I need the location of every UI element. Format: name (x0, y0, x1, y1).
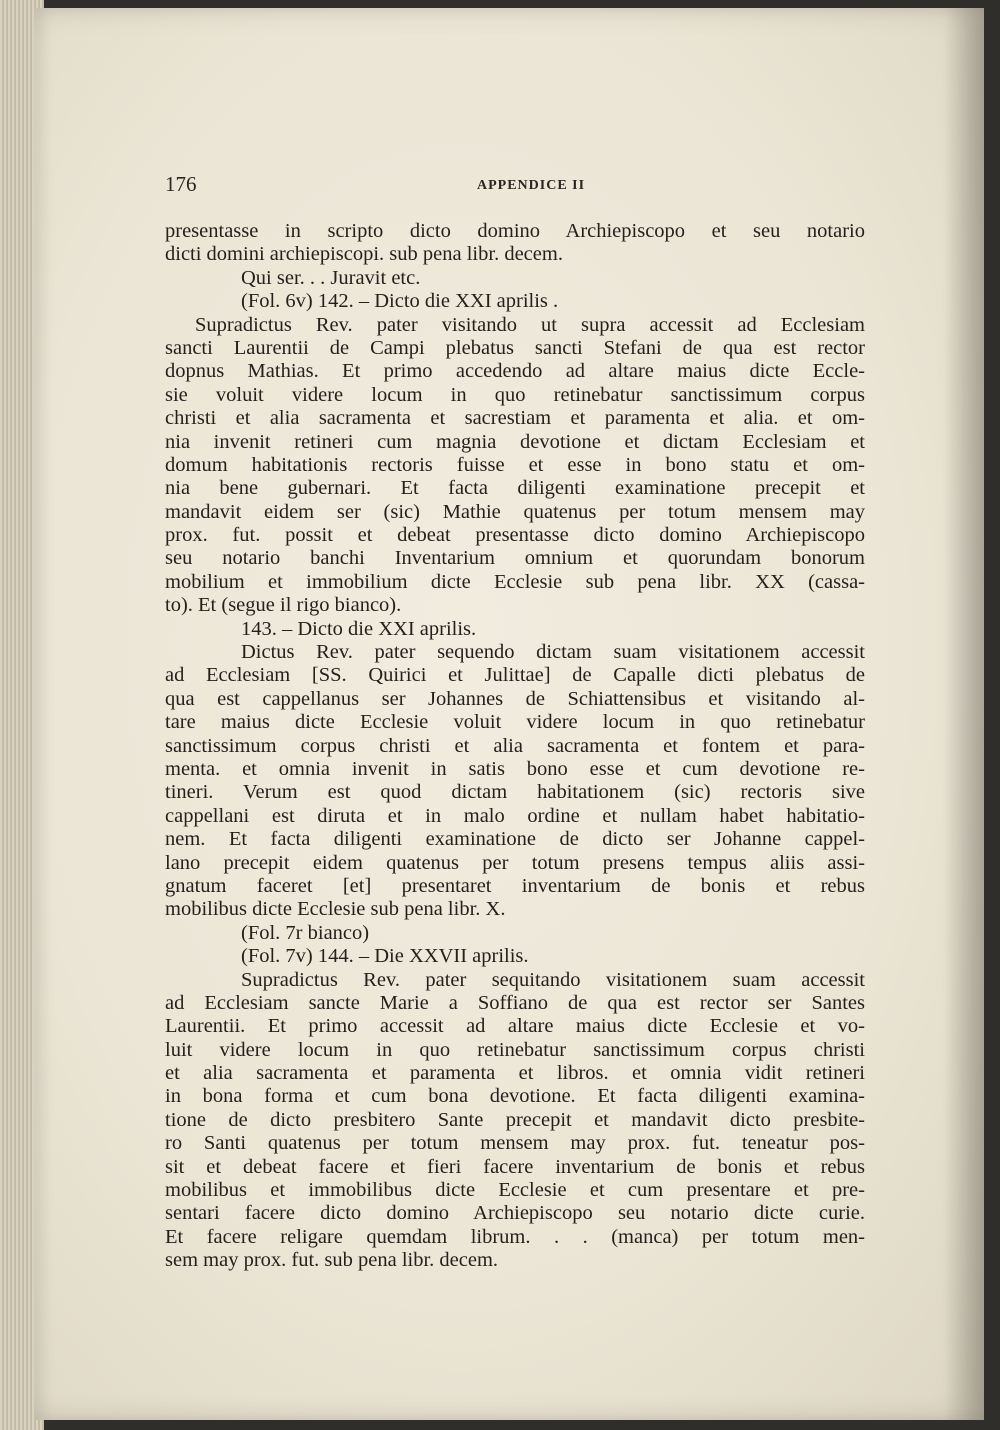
text-line: lano precepit eidem quatenus per totum presens tempus aliis assi- (165, 851, 865, 874)
text-line: ro Santi quatenus per totum mensem may prox. fut. teneatur pos- (165, 1132, 865, 1155)
text-line: sentari facere dicto domino Archiepiscopo seu notario dicte curie. (165, 1202, 865, 1225)
text-line: mobilibus et immobilibus dicte Ecclesie et cum presentare et pre- (165, 1179, 865, 1202)
page-gutter-shadow (944, 8, 984, 1420)
text-line: gnatum faceret [et] presentaret inventarium de bonis et rebus (165, 874, 865, 897)
text-line: mandavit eidem ser (sic) Mathie quatenus per totum mensem may (165, 500, 865, 523)
text-line: Supradictus Rev. pater visitando ut supra accessit ad Ecclesiam (195, 313, 865, 336)
text-line: to). Et (segue il rigo bianco). (165, 594, 402, 617)
text-line: nem. Et facta diligenti examinatione de dicto ser Johanne cappel- (165, 828, 865, 851)
body-text (165, 220, 865, 1273)
text-line: presentasse in scripto dicto domino Archiepiscopo et seu notario (165, 220, 865, 242)
page-number: 176 (165, 172, 197, 196)
text-line: Laurentii. Et primo accessit ad altare maius dicte Ecclesie et vo- (165, 1015, 865, 1038)
text-line: dicti domini archiepiscopi. sub pena libr. decem. (165, 243, 563, 266)
text-line: sem may prox. fut. sub pena libr. decem. (165, 1249, 499, 1272)
text-line: domum habitationis rectoris fuisse et esse in bono statu et om- (165, 453, 865, 476)
text-line: Supradictus Rev. pater sequitando visitationem suam accessit (241, 968, 865, 991)
text-line: Qui ser. . . Juravit etc. (241, 266, 421, 289)
text-line: tare maius dicte Ecclesie voluit videre locum in quo retinebatur (165, 711, 865, 734)
text-line: Dictus Rev. pater sequendo dictam suam visitationem accessit (241, 641, 865, 664)
text-line: dopnus Mathias. Et primo accedendo ad altare maius dicte Eccle- (165, 360, 865, 383)
text-line: mobilium et immobilium dicte Ecclesie sub pena libr. XX (cassa- (165, 570, 865, 593)
text-line: nia invenit retineri cum magnia devotione et dictam Ecclesiam et (165, 430, 865, 453)
text-line: (Fol. 7v) 144. – Die XXVII aprilis. (241, 945, 529, 968)
page-header (165, 172, 865, 202)
text-line: prox. fut. possit et debeat presentasse dicto domino Archiepiscopo (165, 524, 865, 547)
text-line: nia bene gubernari. Et facta diligenti examinatione precepit et (165, 477, 865, 500)
text-line: (Fol. 7r bianco) (241, 921, 370, 944)
text-line: qua est cappellanus ser Johannes de Schiattensibus et visitando al- (165, 687, 865, 710)
text-line: et alia sacramenta et paramenta et libros. et omnia vidit retineri (165, 1062, 865, 1085)
text-line: Et facere religare quemdam librum. . . (manca) per totum men- (165, 1225, 865, 1248)
text-line: 143. – Dicto die XXI aprilis. (241, 617, 477, 640)
text-line: menta. et omnia invenit in satis bono esse et cum devotione re- (165, 757, 865, 780)
text-line: tineri. Verum est quod dictam habitationem (sic) rectoris sive (165, 781, 865, 804)
text-line: cappellani est diruta et in malo ordine et nullam habet habitatio- (165, 804, 865, 827)
text-line: tione de dicto presbitero Sante precepit et mandavit dicto presbite- (165, 1108, 865, 1131)
text-line: in bona forma et cum bona devotione. Et facta diligenti examina- (165, 1085, 865, 1108)
running-title: APPENDICE II (477, 178, 586, 193)
text-line: mobilibus dicte Ecclesie sub pena libr. X. (165, 898, 506, 921)
text-line: sanctissimum corpus christi et alia sacramenta et fontem et para- (165, 734, 865, 757)
text-line: (Fol. 6v) 142. – Dicto die XXI aprilis . (241, 290, 559, 313)
text-line: sancti Laurentii de Campi plebatus sancti Stefani de qua est rector (165, 336, 865, 359)
text-line: seu notario banchi Inventarium omnium et quorundam bonorum (165, 547, 865, 570)
text-line: sie voluit videre locum in quo retinebatur sanctissimum corpus (165, 383, 865, 406)
text-line: christi et alia sacramenta et sacrestiam et paramenta et alia. et om- (165, 407, 865, 430)
text-line: ad Ecclesiam [SS. Quirici et Julittae] de Capalle dicti plebatus de (165, 664, 865, 687)
text-line: luit videre locum in quo retinebatur sanctissimum corpus christi (165, 1038, 865, 1061)
text-line: ad Ecclesiam sancte Marie a Soffiano de qua est rector ser Santes (165, 991, 865, 1014)
text-line: sit et debeat facere et fieri facere inventarium de bonis et rebus (165, 1155, 865, 1178)
